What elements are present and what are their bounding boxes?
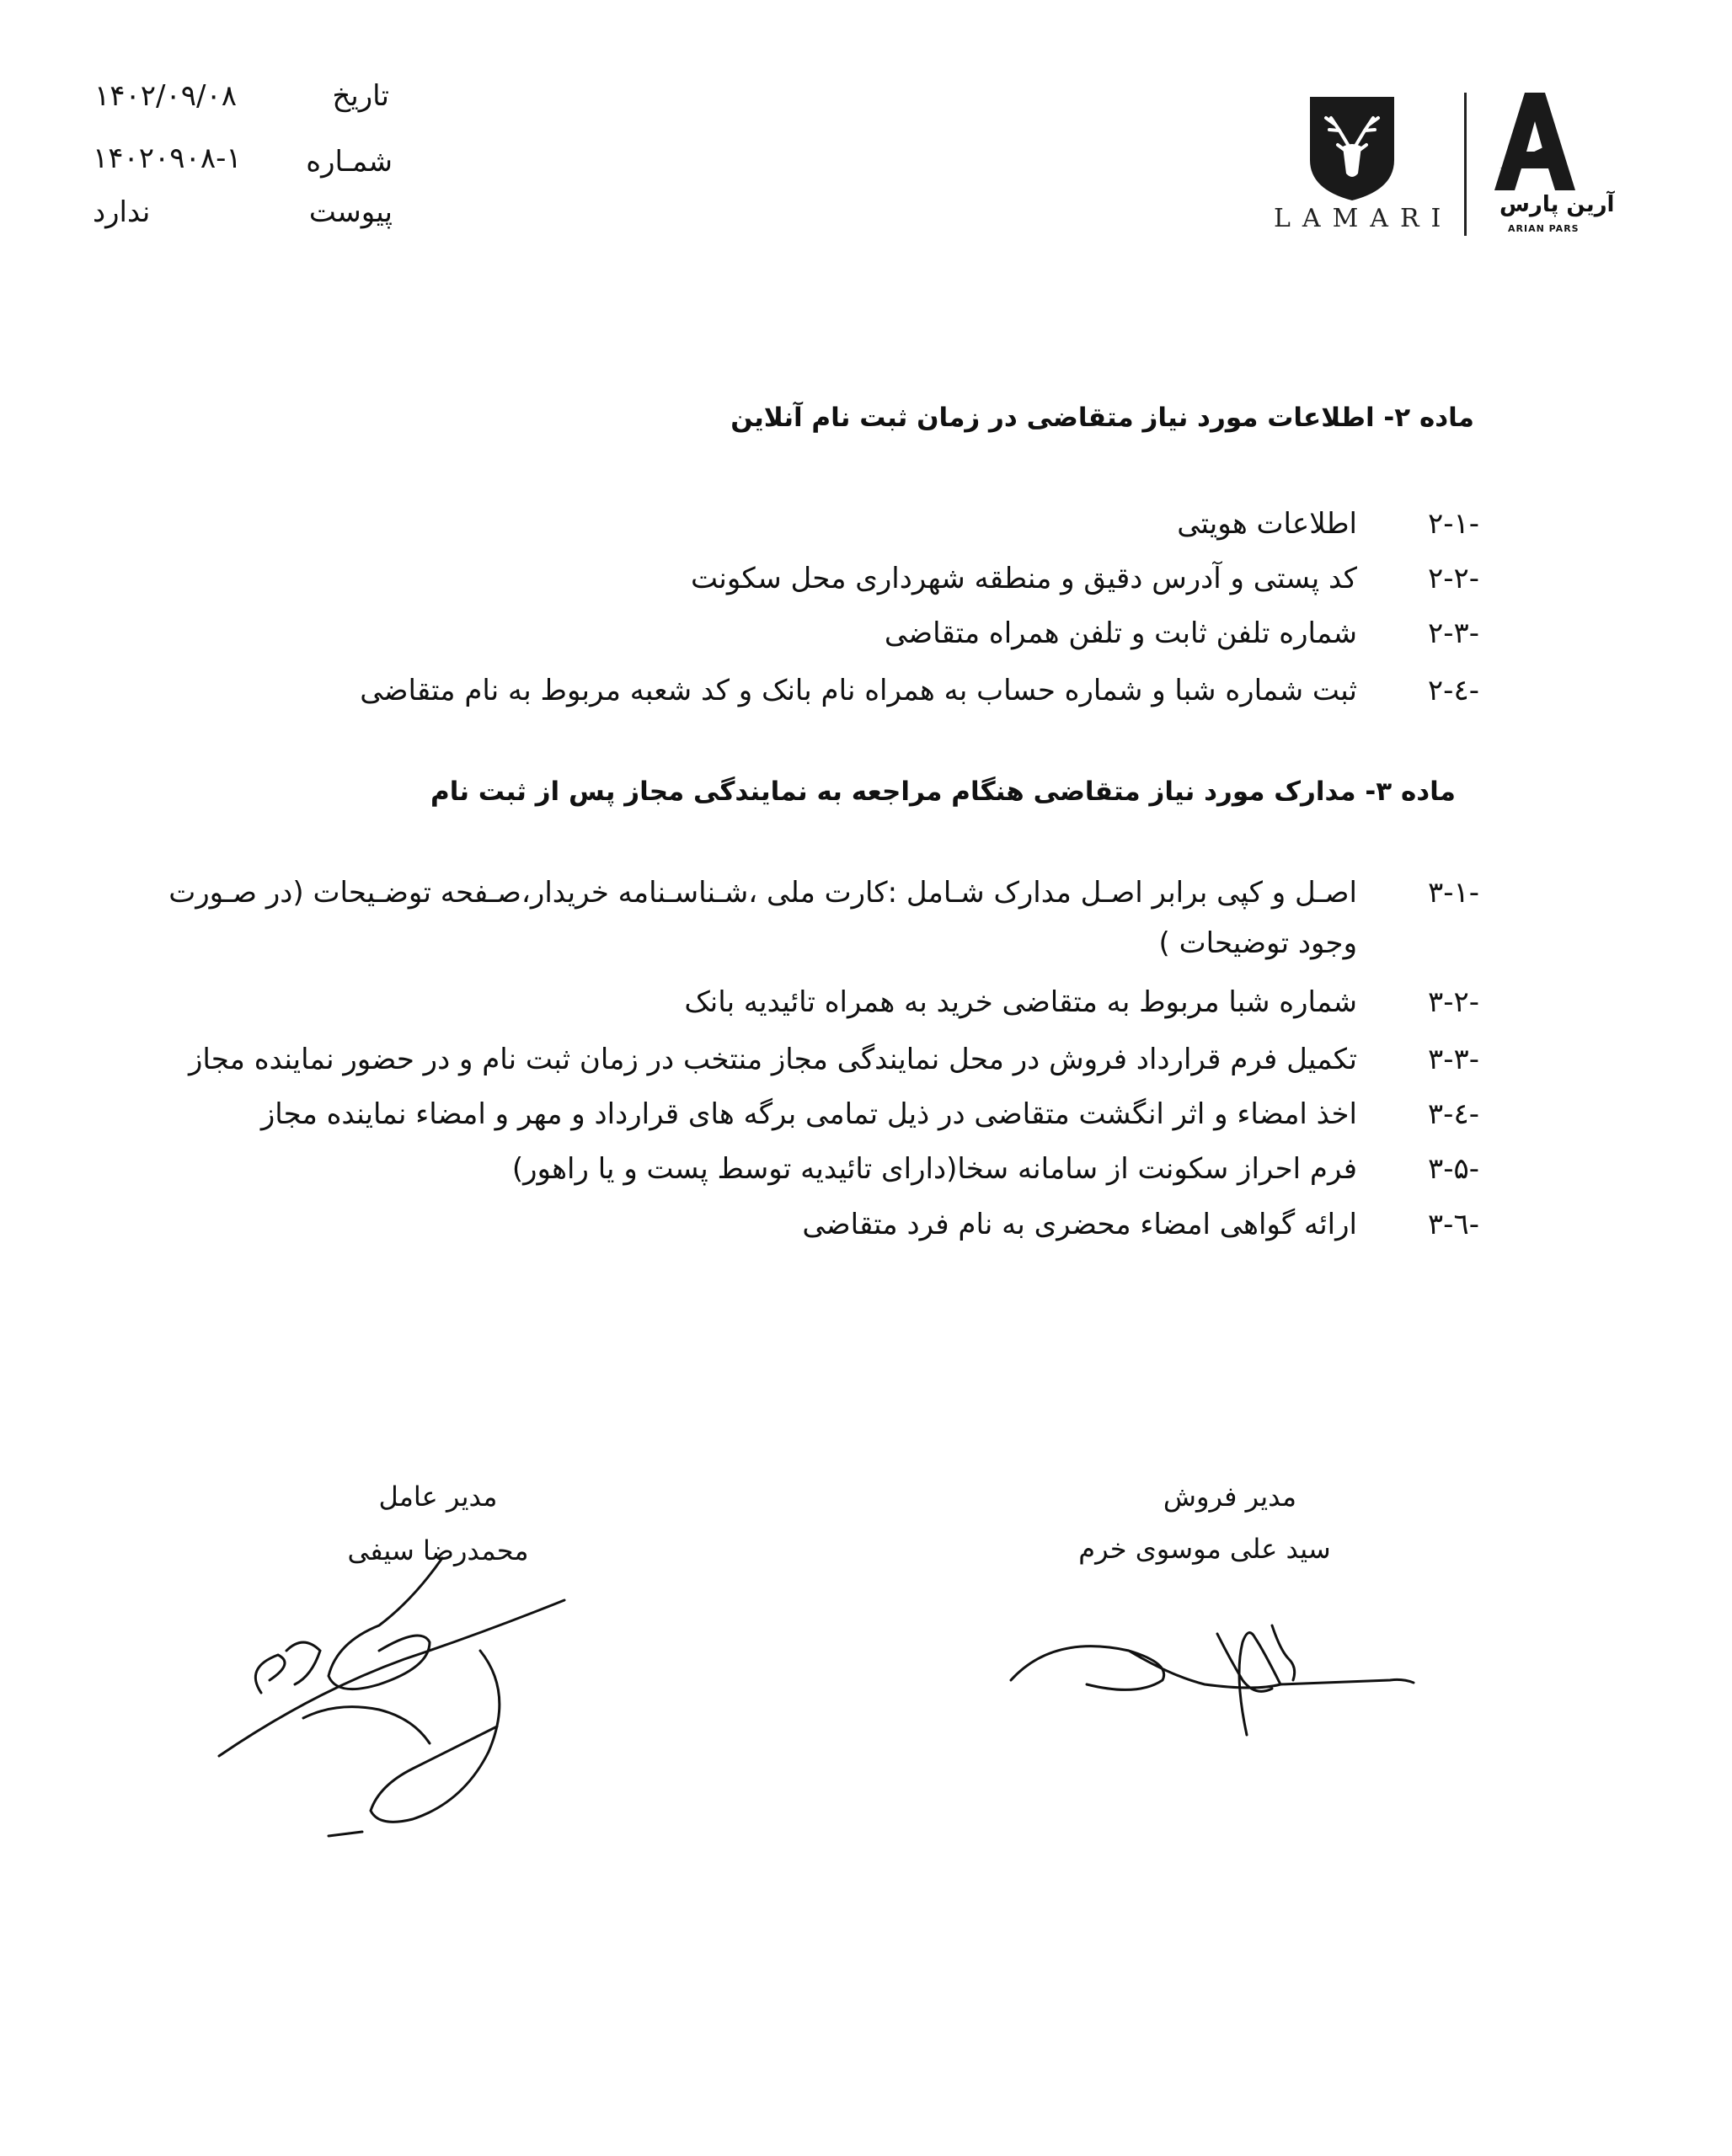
arian-pars-fa-name: آرین پارس — [1499, 192, 1615, 217]
item-number: ۳-۵- — [1427, 1152, 1479, 1186]
sales-manager-title: مدیر فروش — [1163, 1481, 1297, 1513]
number-value: ۱۴۰۲۰۹۰۸-۱ — [93, 141, 242, 175]
lamari-logo-icon — [1306, 93, 1398, 202]
item-text: تکمیل فرم قرارداد فروش در محل نمایندگی مجاز منتخب در زمان ثبت نام و در حضور نماینده مجاز — [188, 1043, 1357, 1076]
section3-heading: ماده ۳- مدارک مورد نیاز متقاضی هنگام مراجعه به نمایندگی مجاز پس از ثبت نام — [430, 776, 1456, 807]
item-number: ۲-۱- — [1427, 507, 1479, 541]
item-number: ۳-۲- — [1427, 985, 1479, 1019]
header-logos — [1255, 84, 1615, 244]
date-label: تاریخ — [332, 79, 389, 113]
item-text: اطلاعات هویتی — [1177, 507, 1357, 541]
item-text: ارائه گواهی امضاء محضری به نام فرد متقاضی — [802, 1208, 1357, 1241]
item-number: ۳-۳- — [1427, 1043, 1479, 1076]
date-value: ۱۴۰۲/۰۹/۰۸ — [94, 79, 238, 113]
item-number: ۳-٦- — [1427, 1208, 1479, 1241]
sales-manager-signature-icon — [1002, 1600, 1424, 1743]
ceo-name: محمدرضا سیفی — [347, 1534, 529, 1566]
item-number: ۲-۲- — [1427, 562, 1479, 595]
arian-pars-logo-icon — [1493, 91, 1577, 192]
sales-manager-name: سید علی موسوی خرم — [1078, 1533, 1331, 1565]
item-text: اصـل و کپی برابر اصـل مدارک شـامل :کارت ملی ،شـناسـنامه خریدار،صـفحه توضـیحات (در صـورت وجود توضیحات ) — [168, 876, 1357, 960]
arian-pars-en-name: ARIAN PARS — [1508, 223, 1580, 234]
item-text: شماره تلفن ثابت و تلفن همراه متقاضی — [884, 616, 1357, 650]
item-number: ۳-٤- — [1427, 1097, 1479, 1131]
ceo-title: مدیر عامل — [378, 1481, 498, 1513]
item-number: ۳-۱- — [1427, 876, 1479, 910]
item-text: ثبت شماره شبا و شماره حساب به همراه نام بانک و کد شعبه مربوط به نام متقاضی — [360, 674, 1357, 707]
item-number: ۲-۳- — [1427, 616, 1479, 650]
item-number: ۲-٤- — [1427, 674, 1479, 707]
attachment-label: پیوست — [308, 195, 393, 229]
section2-heading: ماده ۲- اطلاعات مورد نیاز متقاضی در زمان ثبت نام آنلاین — [730, 403, 1474, 433]
item-text: فرم احراز سکونت از سامانه سخا(دارای تائیدیه توسط پست و یا راهور) — [511, 1152, 1357, 1186]
item-text: کد پستی و آدرس دقیق و منطقه شهرداری محل سکونت — [691, 562, 1357, 595]
logo-divider — [1464, 93, 1467, 236]
number-label: شمـاره — [306, 145, 393, 179]
item-text: اخذ امضاء و اثر انگشت متقاضی در ذیل تمامی برگه های قرارداد و مهر و امضاء نماینده مجاز — [260, 1097, 1357, 1131]
lamari-wordmark: LAMARI — [1274, 204, 1453, 233]
ceo-signature-icon — [211, 1550, 581, 1853]
attachment-value: ندارد — [93, 195, 151, 229]
item-text: شماره شبا مربوط به متقاضی خرید به همراه تائیدیه بانک — [684, 985, 1357, 1019]
